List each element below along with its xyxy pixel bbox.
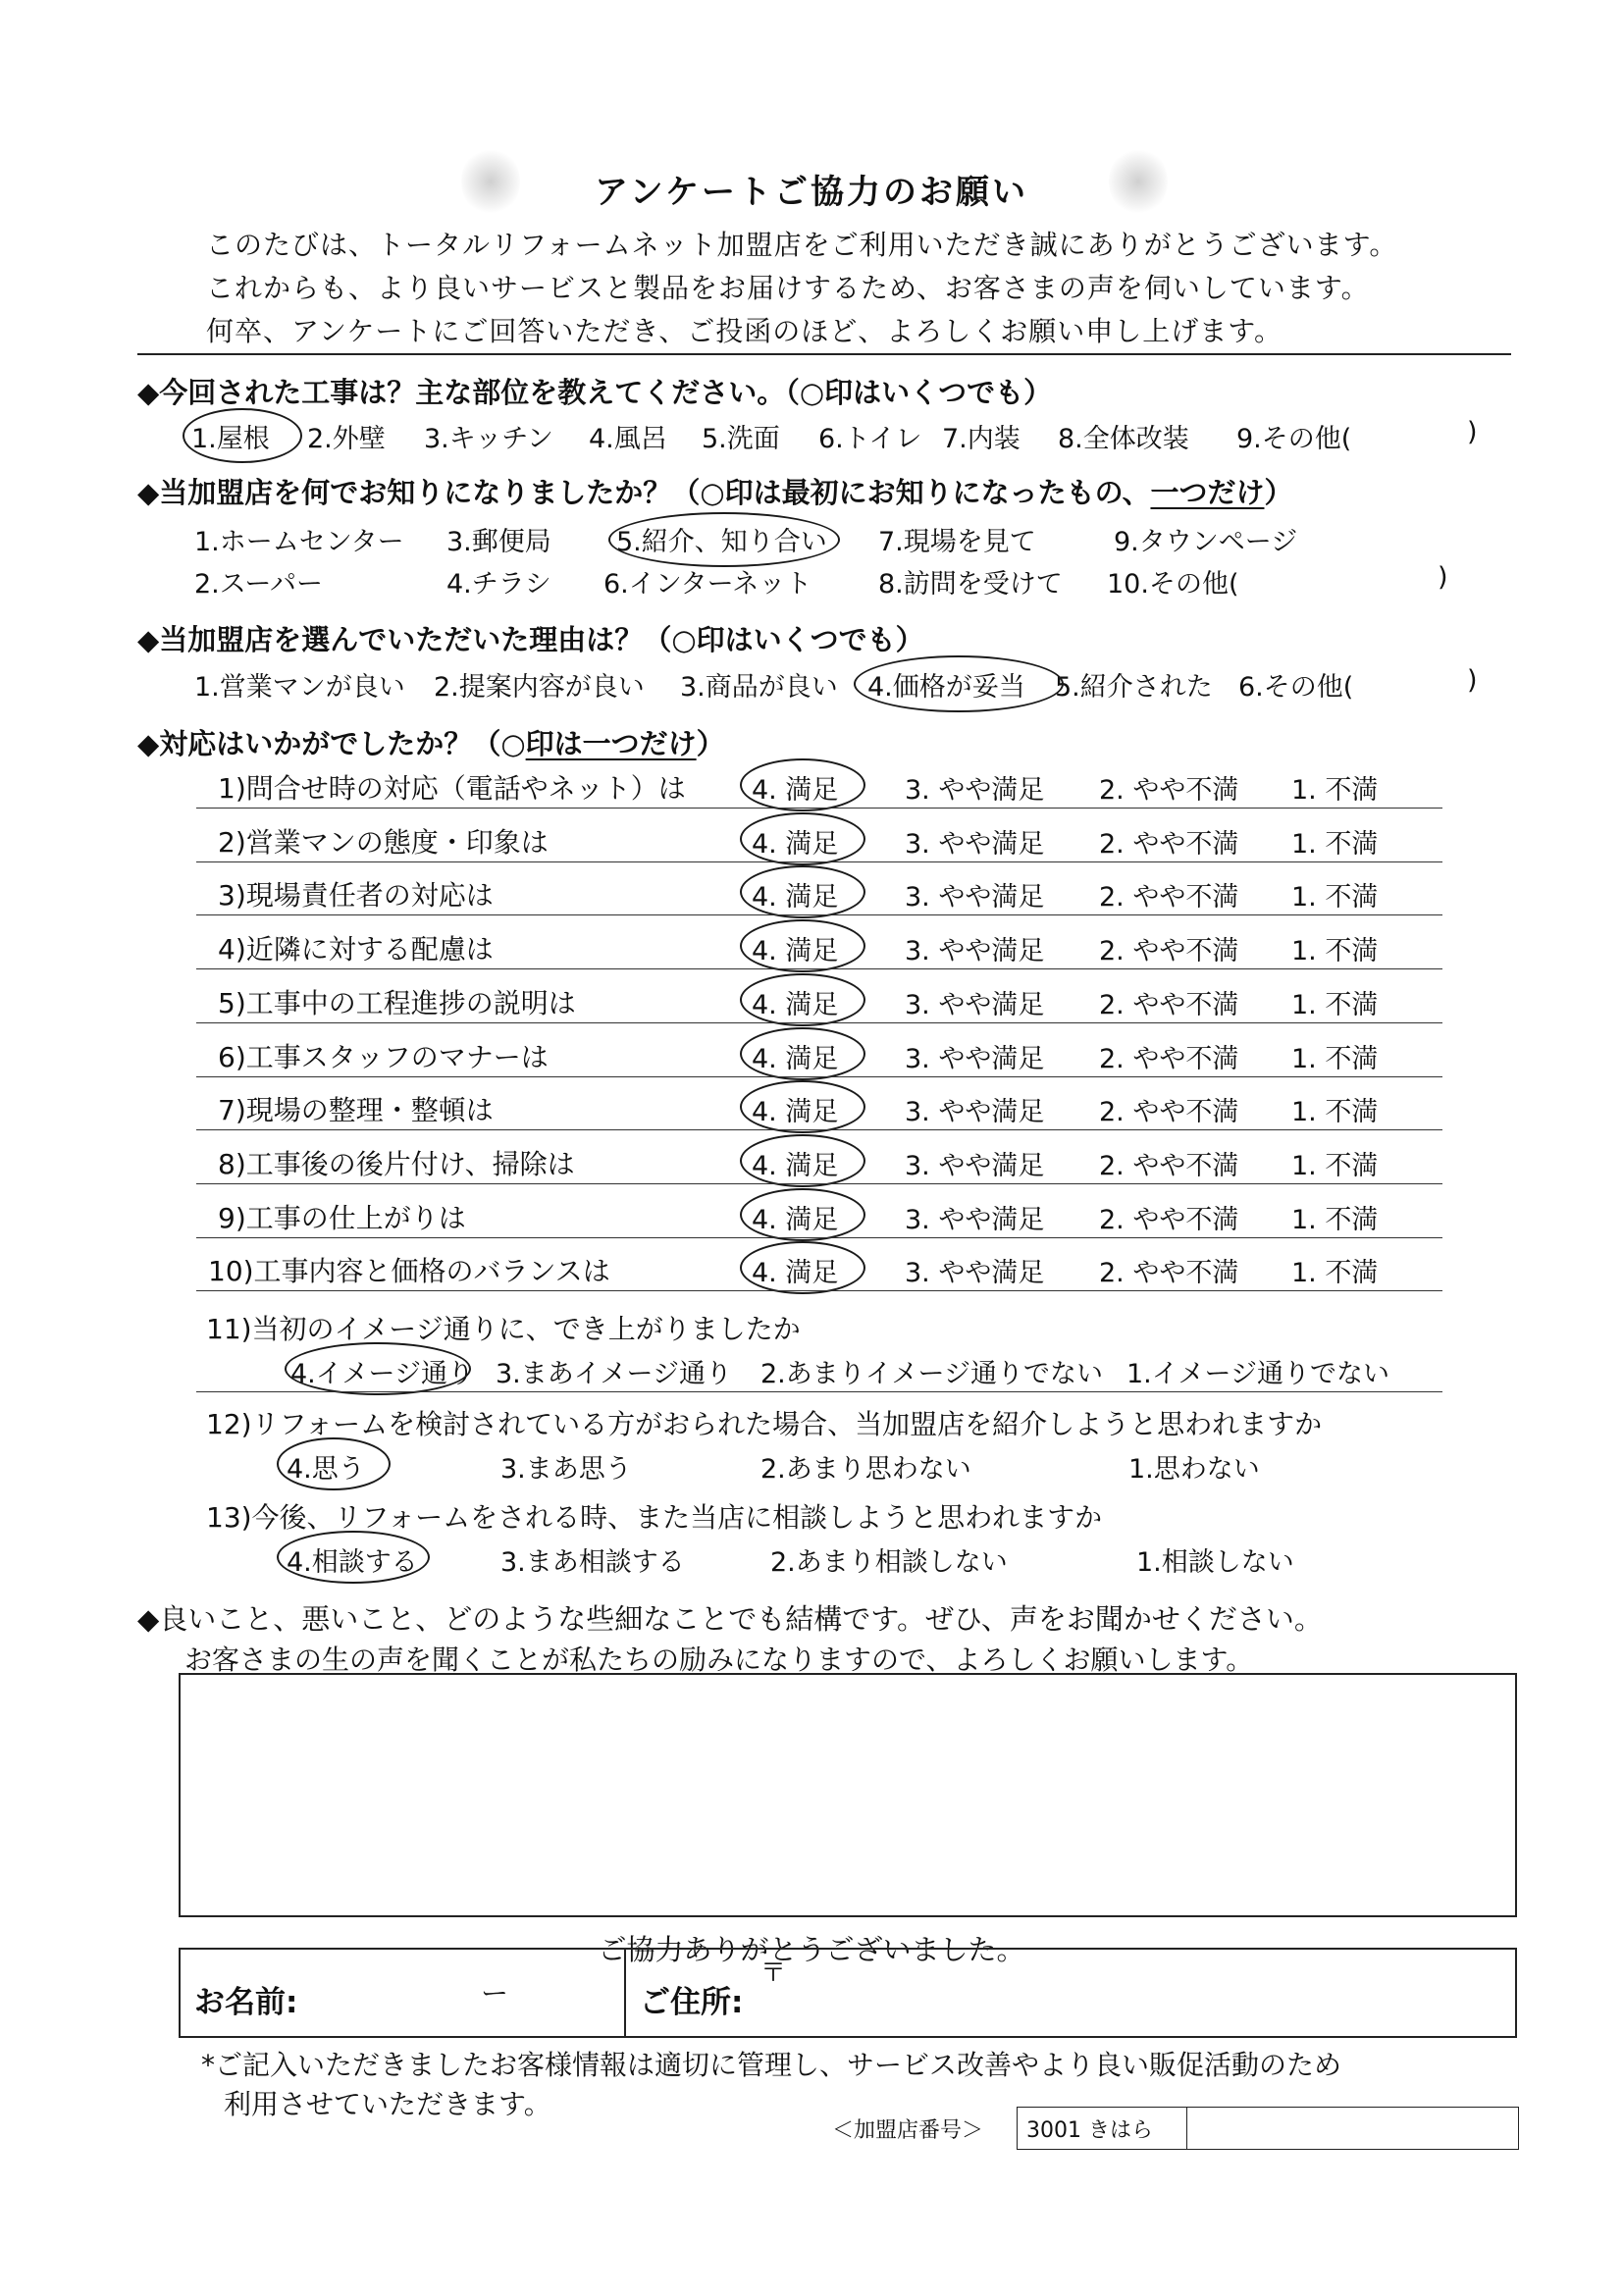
q3-option-5[interactable]: 5.紹介された bbox=[1055, 672, 1213, 703]
q1-option-9[interactable]: 9.その他( bbox=[1236, 424, 1352, 454]
q1-note: （○印はいくつでも） bbox=[785, 376, 1053, 409]
q1-option-3[interactable]: 3.キッチン bbox=[424, 424, 553, 454]
q2-option-10[interactable]: 10.その他( bbox=[1107, 569, 1239, 600]
q4-row-7-rating-2[interactable]: 2. やや不満 bbox=[1099, 1097, 1239, 1127]
q4-row-5-rating-2[interactable]: 2. やや不満 bbox=[1099, 990, 1239, 1020]
q4-row-9-rule bbox=[196, 1237, 1442, 1238]
page-title: アンケートご協力のお願い bbox=[595, 173, 1028, 212]
q3-heading-text: ◆当加盟店を選んでいただいた理由は？ bbox=[137, 623, 644, 656]
q4-note-prefix: （○ bbox=[472, 727, 526, 760]
q1-option-5[interactable]: 5.洗面 bbox=[702, 424, 780, 454]
q1-option-8[interactable]: 8.全体改装 bbox=[1058, 424, 1189, 454]
q1-option-6[interactable]: 6.トイレ bbox=[818, 424, 922, 454]
q11-option-3[interactable]: 3.まあイメージ通り bbox=[496, 1359, 732, 1389]
intro-line-3: 何卒、アンケートにご回答いただき、ご投函のほど、よろしくお願い申し上げます。 bbox=[206, 315, 1283, 347]
q2-note-emph: 一つだけ bbox=[1150, 476, 1265, 509]
q4-row-4-label: 4)近隣に対する配慮は bbox=[218, 933, 494, 965]
privacy-note-line-1: *ご記入いただきましたお客様情報は適切に管理し、サービス改善やより良い販促活動のため bbox=[201, 2049, 1342, 2081]
intro-line-2: これからも、より良いサービスと製品をお届けするため、お客さまの声を伺いしています。 bbox=[206, 272, 1370, 304]
dealer-number-divider bbox=[1186, 2108, 1187, 2149]
q2-heading bbox=[137, 471, 1293, 511]
q4-row-5-rating-3[interactable]: 3. やや満足 bbox=[905, 990, 1045, 1020]
q4-row-4-rating-3[interactable]: 3. やや満足 bbox=[905, 936, 1045, 966]
q2-option-5[interactable]: 5.紹介、知り合い bbox=[616, 527, 827, 557]
q13-label: 13)今後、リフォームをされる時、また当店に相談しようと思われますか bbox=[206, 1501, 1103, 1534]
q2-option-1[interactable]: 1.ホームセンター bbox=[194, 527, 404, 557]
q4-row-3-label: 3)現場責任者の対応は bbox=[218, 879, 494, 912]
q11-label: 11)当初のイメージ通りに、でき上がりましたか bbox=[206, 1313, 801, 1345]
q1-option-1[interactable]: 1.屋根 bbox=[191, 424, 270, 454]
q4-row-10-rating-2[interactable]: 2. やや不満 bbox=[1099, 1258, 1239, 1288]
q4-note-emph: 印は一つだけ bbox=[525, 727, 697, 760]
q3-option-4[interactable]: 4.価格が妥当 bbox=[867, 672, 1025, 703]
q2-option-6[interactable]: 6.インターネット bbox=[603, 569, 812, 600]
q4-row-3-rating-2[interactable]: 2. やや不満 bbox=[1099, 882, 1239, 913]
name-field[interactable]: ー bbox=[481, 1977, 509, 2009]
address-label: ご住所: bbox=[640, 1985, 744, 2020]
q4-row-6-rating-4[interactable]: 4. 満足 bbox=[752, 1044, 839, 1074]
q4-row-2-rating-3[interactable]: 3. やや満足 bbox=[905, 829, 1045, 860]
q4-row-10-rating-1[interactable]: 1. 不満 bbox=[1291, 1258, 1379, 1288]
q4-row-6-rating-2[interactable]: 2. やや不満 bbox=[1099, 1044, 1239, 1074]
q13-option-4[interactable]: 4.相談する bbox=[287, 1547, 418, 1578]
q12-option-1[interactable]: 1.思わない bbox=[1128, 1454, 1260, 1485]
q4-row-8-rating-3[interactable]: 3. やや満足 bbox=[905, 1151, 1045, 1181]
q3-option-2[interactable]: 2.提案内容が良い bbox=[434, 672, 645, 703]
q12-option-3[interactable]: 3.まあ思う bbox=[500, 1454, 632, 1485]
q3-option-3[interactable]: 3.商品が良い bbox=[680, 672, 838, 703]
q4-row-8-rating-2[interactable]: 2. やや不満 bbox=[1099, 1151, 1239, 1181]
q3-option-6-close: ) bbox=[1467, 665, 1478, 696]
q4-row-1-label: 1)問合せ時の対応（電話やネット）は bbox=[218, 772, 686, 805]
q4-row-8-label: 8)工事後の後片付け、掃除は bbox=[218, 1148, 575, 1180]
q4-row-2-label: 2)営業マンの態度・印象は bbox=[218, 826, 549, 859]
q4-row-6-rating-3[interactable]: 3. やや満足 bbox=[905, 1044, 1045, 1074]
q4-row-4-rating-2[interactable]: 2. やや不満 bbox=[1099, 936, 1239, 966]
q11-option-4[interactable]: 4.イメージ通り bbox=[290, 1359, 474, 1389]
q4-row-10-rule bbox=[196, 1290, 1442, 1291]
comments-sub: お客さまの生の声を聞くことが私たちの励みになりますので、よろしくお願いします。 bbox=[184, 1644, 1254, 1676]
q4-row-4-rating-4[interactable]: 4. 満足 bbox=[752, 936, 839, 966]
q4-row-1-rating-2[interactable]: 2. やや不満 bbox=[1099, 775, 1239, 806]
q4-row-5-rule bbox=[196, 1022, 1442, 1023]
q4-row-9-rating-4[interactable]: 4. 満足 bbox=[752, 1205, 839, 1235]
q1-option-7[interactable]: 7.内装 bbox=[942, 424, 1021, 454]
q13-option-1[interactable]: 1.相談しない bbox=[1136, 1547, 1294, 1578]
q2-note-suffix: ） bbox=[1264, 476, 1293, 509]
q4-row-8-rating-4[interactable]: 4. 満足 bbox=[752, 1151, 839, 1181]
q12-option-2[interactable]: 2.あまり思わない bbox=[760, 1454, 971, 1485]
thanks-message: ご協力ありがとうございました。 bbox=[598, 1933, 1025, 1966]
q11-rule bbox=[196, 1391, 1442, 1392]
q4-row-9-rating-2[interactable]: 2. やや不満 bbox=[1099, 1205, 1239, 1235]
q4-row-4-rule bbox=[196, 968, 1442, 969]
header-divider bbox=[137, 353, 1511, 355]
q4-row-8-rating-1[interactable]: 1. 不満 bbox=[1291, 1151, 1379, 1181]
q4-row-6-rating-1[interactable]: 1. 不満 bbox=[1291, 1044, 1379, 1074]
q4-row-1-rule bbox=[196, 808, 1442, 809]
q3-option-1[interactable]: 1.営業マンが良い bbox=[194, 672, 405, 703]
q4-row-2-rating-4[interactable]: 4. 満足 bbox=[752, 829, 839, 860]
q4-row-10-rating-3[interactable]: 3. やや満足 bbox=[905, 1258, 1045, 1288]
name-label: お名前: bbox=[194, 1985, 298, 2020]
q4-row-6-rule bbox=[196, 1076, 1442, 1077]
q1-option-9-close: ) bbox=[1467, 417, 1478, 447]
q4-row-1-rating-4[interactable]: 4. 満足 bbox=[752, 775, 839, 806]
q4-row-10-rating-4[interactable]: 4. 満足 bbox=[752, 1258, 839, 1288]
q4-row-7-rating-3[interactable]: 3. やや満足 bbox=[905, 1097, 1045, 1127]
q4-row-5-rating-1[interactable]: 1. 不満 bbox=[1291, 990, 1379, 1020]
q1-heading-text: ◆今回された工事は？主な部位を教えてください。 bbox=[137, 376, 786, 409]
q1-option-2[interactable]: 2.外壁 bbox=[307, 424, 386, 454]
q4-row-3-rating-3[interactable]: 3. やや満足 bbox=[905, 882, 1045, 913]
q4-row-9-label: 9)工事の仕上がりは bbox=[218, 1202, 466, 1234]
q4-heading bbox=[137, 722, 725, 762]
q2-heading-text: ◆当加盟店を何でお知りになりましたか？ bbox=[137, 476, 672, 509]
q2-option-8[interactable]: 8.訪問を受けて bbox=[878, 569, 1063, 600]
q4-row-10-label: 10)工事内容と価格のバランスは bbox=[208, 1255, 610, 1287]
q4-note-suffix: ） bbox=[696, 727, 725, 760]
q1-option-4[interactable]: 4.風呂 bbox=[589, 424, 667, 454]
q11-option-1[interactable]: 1.イメージ通りでない bbox=[1126, 1359, 1389, 1389]
intro-line-1: このたびは、トータルリフォームネット加盟店をご利用いただき誠にありがとうございます。 bbox=[206, 229, 1398, 261]
q2-option-2[interactable]: 2.スーパー bbox=[194, 569, 324, 600]
q4-row-9-rating-1[interactable]: 1. 不満 bbox=[1291, 1205, 1379, 1235]
q13-option-2[interactable]: 2.あまり相談しない bbox=[770, 1547, 1008, 1578]
q11-option-2[interactable]: 2.あまりイメージ通りでない bbox=[760, 1359, 1103, 1389]
q4-row-3-rating-4[interactable]: 4. 満足 bbox=[752, 882, 839, 913]
q4-row-4-rating-1[interactable]: 1. 不満 bbox=[1291, 936, 1379, 966]
q13-option-3[interactable]: 3.まあ相談する bbox=[500, 1547, 685, 1578]
q4-row-9-rating-3[interactable]: 3. やや満足 bbox=[905, 1205, 1045, 1235]
q4-row-2-rule bbox=[196, 861, 1442, 862]
comments-heading: ◆良いこと、悪いこと、どのような些細なことでも結構です。ぜひ、声をお聞かせください。 bbox=[137, 1602, 1323, 1636]
q4-row-1-rating-3[interactable]: 3. やや満足 bbox=[905, 775, 1045, 806]
q4-row-7-rating-4[interactable]: 4. 満足 bbox=[752, 1097, 839, 1127]
dealer-number-value: 3001 きはら bbox=[1026, 2118, 1153, 2143]
postal-mark: 〒 bbox=[760, 1958, 787, 1988]
q12-option-4[interactable]: 4.思う bbox=[287, 1454, 365, 1485]
q2-option-3[interactable]: 3.郵便局 bbox=[446, 527, 551, 557]
q3-note: （○印はいくつでも） bbox=[643, 623, 924, 656]
q4-row-7-label: 7)現場の整理・整頓は bbox=[218, 1094, 494, 1126]
q4-row-3-rating-1[interactable]: 1. 不満 bbox=[1291, 882, 1379, 913]
q3-heading bbox=[137, 618, 924, 658]
q2-option-9[interactable]: 9.タウンページ bbox=[1114, 527, 1298, 557]
q4-heading-text: ◆対応はいかがでしたか？ bbox=[137, 727, 473, 760]
q4-row-3-rule bbox=[196, 914, 1442, 915]
q4-row-8-rule bbox=[196, 1183, 1442, 1184]
customer-info-divider bbox=[624, 1950, 626, 2036]
q2-option-10-close: ) bbox=[1438, 562, 1448, 593]
privacy-note-line-2: 利用させていただきます。 bbox=[224, 2088, 551, 2120]
q4-row-5-rating-4[interactable]: 4. 満足 bbox=[752, 990, 839, 1020]
q2-option-4[interactable]: 4.チラシ bbox=[446, 569, 551, 600]
q4-row-2-rating-1[interactable]: 1. 不満 bbox=[1291, 829, 1379, 860]
q4-row-5-label: 5)工事中の工程進捗の説明は bbox=[218, 987, 576, 1019]
q4-row-7-rule bbox=[196, 1129, 1442, 1130]
q3-option-6[interactable]: 6.その他( bbox=[1238, 672, 1354, 703]
q4-row-2-rating-2[interactable]: 2. やや不満 bbox=[1099, 829, 1239, 860]
comments-textarea[interactable] bbox=[179, 1673, 1517, 1917]
q1-heading bbox=[137, 371, 1052, 411]
q4-row-1-rating-1[interactable]: 1. 不満 bbox=[1291, 775, 1379, 806]
q2-option-7[interactable]: 7.現場を見て bbox=[878, 527, 1036, 557]
address-field[interactable] bbox=[785, 1984, 1472, 2023]
dealer-number-label: ＜加盟店番号＞ bbox=[832, 2118, 984, 2143]
q2-note-prefix: （○印は最初にお知りになったもの、 bbox=[671, 476, 1151, 509]
q12-label: 12)リフォームを検討されている方がおられた場合、当加盟店を紹介しようと思われますか bbox=[206, 1408, 1323, 1440]
q4-row-6-label: 6)工事スタッフのマナーは bbox=[218, 1041, 549, 1073]
q4-row-7-rating-1[interactable]: 1. 不満 bbox=[1291, 1097, 1379, 1127]
